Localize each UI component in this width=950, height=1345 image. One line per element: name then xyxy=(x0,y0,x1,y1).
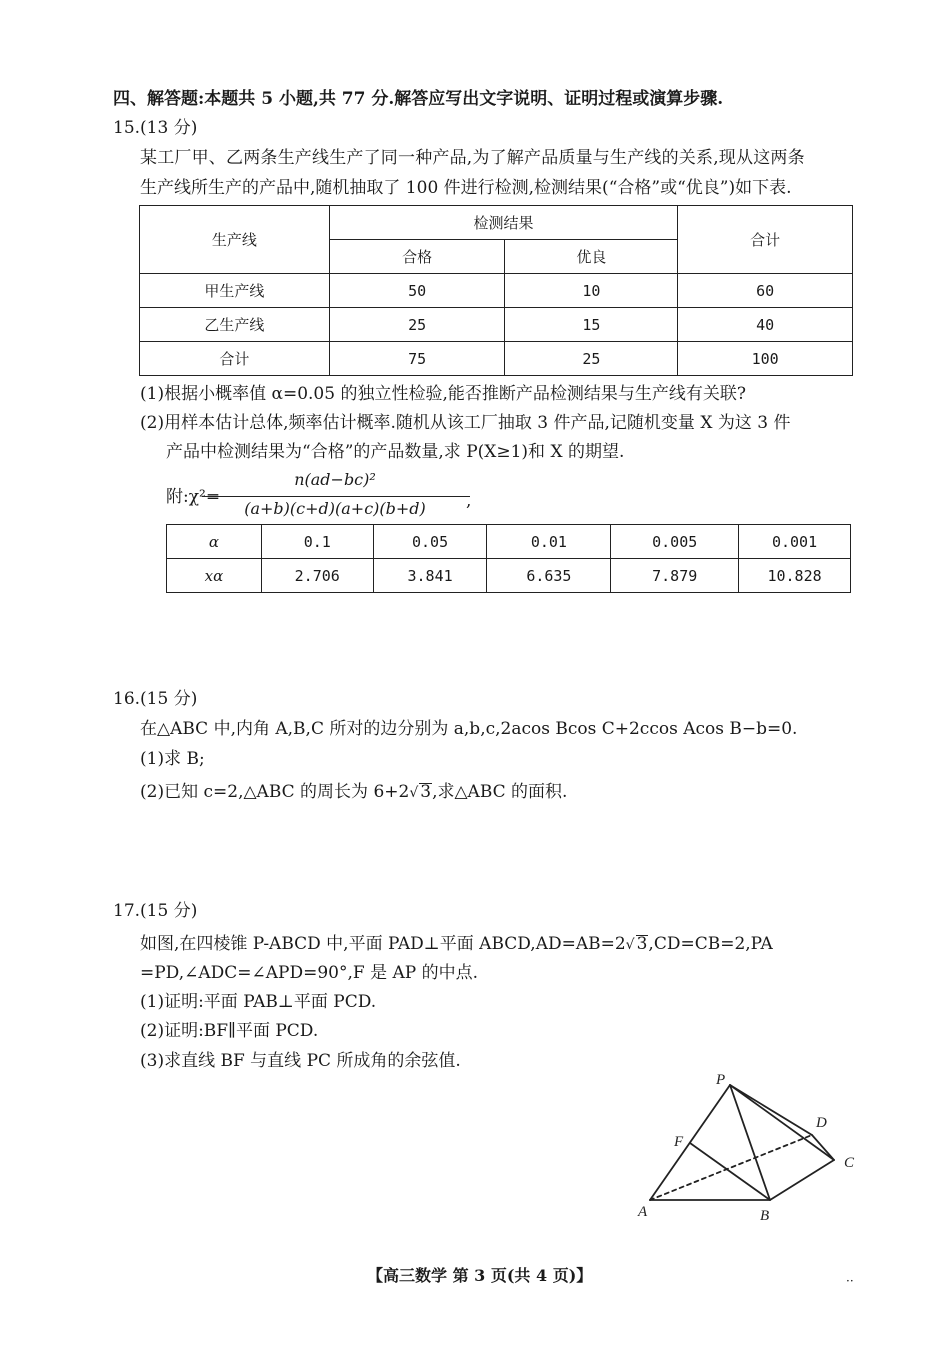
row-name: 合计 xyxy=(140,342,330,376)
x-alpha-label: xα xyxy=(167,559,262,593)
q17-stem-post: ,CD=CB=2,PA xyxy=(648,934,773,954)
vertex-label-c: C xyxy=(844,1155,855,1171)
cell-good: 10 xyxy=(505,274,678,308)
critical-value: 7.879 xyxy=(611,559,739,593)
q15-part2-line2: 产品中检测结果为“合格”的产品数量,求 P(X≥1)和 X 的期望. xyxy=(166,442,625,462)
cell-pass: 50 xyxy=(329,274,505,308)
corner-mark: ·· xyxy=(846,1274,854,1288)
header-production-line: 生产线 xyxy=(140,206,330,274)
q17-part3: (3)求直线 BF 与直线 PC 所成角的余弦值. xyxy=(140,1051,461,1071)
cell-pass: 25 xyxy=(329,308,505,342)
q16-part2-radicand: 3 xyxy=(420,782,432,802)
alpha-value: 0.005 xyxy=(611,525,739,559)
critical-value-table xyxy=(166,524,851,593)
appendix-label: 附:χ²= xyxy=(166,487,221,507)
header-good: 优良 xyxy=(505,240,678,274)
critical-value: 3.841 xyxy=(373,559,487,593)
cell-total: 60 xyxy=(678,274,853,308)
vertex-label-a: A xyxy=(638,1204,648,1220)
vertex-label-f: F xyxy=(674,1134,684,1150)
page-footer: 【高三数学 第 3 页(共 4 页)】 xyxy=(367,1266,593,1285)
critical-value: 2.706 xyxy=(261,559,373,593)
q15-part2-line1: (2)用样本估计总体,频率估计概率.随机从该工厂抽取 3 件产品,记随机变量 X 为这 3 件 xyxy=(140,413,791,433)
q16-part2: (2)已知 c=2,△ABC 的周长为 6+2√ 3,求△ABC 的面积. xyxy=(140,782,568,802)
cell-good: 25 xyxy=(505,342,678,376)
vertex-label-d: D xyxy=(816,1115,827,1131)
table-row xyxy=(140,342,853,376)
table-row xyxy=(140,308,853,342)
formula-denominator: (a+b)(c+d)(a+c)(b+d) xyxy=(244,499,426,518)
q16-stem: 在△ABC 中,内角 A,B,C 所对的边分别为 a,b,c,2acos Bcos C+2ccos Acos B−b=0. xyxy=(140,719,798,739)
cell-pass: 75 xyxy=(329,342,505,376)
q15-data-table xyxy=(139,205,853,376)
header-pass: 合格 xyxy=(329,240,505,274)
row-name: 甲生产线 xyxy=(140,274,330,308)
q16-number: 16.(15 分) xyxy=(113,689,198,709)
critical-value: 10.828 xyxy=(739,559,851,593)
cell-total: 40 xyxy=(678,308,853,342)
q17-part2: (2)证明:BF∥平面 PCD. xyxy=(140,1021,319,1041)
q15-part1: (1)根据小概率值 α=0.05 的独立性检验,能否推断产品检测结果与生产线有关联? xyxy=(140,384,746,404)
chi-square-formula xyxy=(200,470,472,522)
q16-part2-post: ,求△ABC 的面积. xyxy=(432,782,568,802)
cell-good: 15 xyxy=(505,308,678,342)
table-row xyxy=(140,274,853,308)
header-inspection-result: 检测结果 xyxy=(329,206,678,240)
alpha-value: 0.001 xyxy=(739,525,851,559)
q17-stem-pre: 如图,在四棱锥 P-ABCD 中,平面 PAD⊥平面 ABCD,AD=AB=2 xyxy=(140,934,626,954)
pyramid-figure xyxy=(630,1070,870,1230)
q16-part1: (1)求 B; xyxy=(140,749,205,769)
q17-stem-radicand: 3 xyxy=(636,934,648,954)
q17-stem-line1: 如图,在四棱锥 P-ABCD 中,平面 PAD⊥平面 ABCD,AD=AB=2√ 3,CD=CB=2,PA xyxy=(140,934,773,954)
q17-part1: (1)证明:平面 PAB⊥平面 PCD. xyxy=(140,992,377,1012)
q15-stem-line2: 生产线所生产的产品中,随机抽取了 100 件进行检测,检测结果(“合格”或“优良”)如下表. xyxy=(140,178,792,198)
cell-total: 100 xyxy=(678,342,853,376)
q15-number: 15.(13 分) xyxy=(113,118,198,138)
header-total: 合计 xyxy=(678,206,853,274)
q17-number: 17.(15 分) xyxy=(113,901,198,921)
alpha-value: 0.05 xyxy=(373,525,487,559)
alpha-value: 0.01 xyxy=(487,525,611,559)
vertex-label-b: B xyxy=(760,1208,770,1224)
q16-part2-pre: (2)已知 c=2,△ABC 的周长为 6+2 xyxy=(140,782,410,802)
row-name: 乙生产线 xyxy=(140,308,330,342)
alpha-label: α xyxy=(167,525,262,559)
alpha-value: 0.1 xyxy=(261,525,373,559)
formula-tail: , xyxy=(466,491,472,511)
section-title: 四、解答题:本题共 5 小题,共 77 分.解答应写出文字说明、证明过程或演算步骤. xyxy=(113,89,724,109)
q17-stem-line2: =PD,∠ADC=∠APD=90°,F 是 AP 的中点. xyxy=(140,963,479,983)
q15-stem-line1: 某工厂甲、乙两条生产线生产了同一种产品,为了解产品质量与生产线的关系,现从这两条 xyxy=(140,148,805,168)
formula-numerator: n(ad−bc)² xyxy=(294,470,376,489)
vertex-label-p: P xyxy=(716,1072,726,1088)
critical-value: 6.635 xyxy=(487,559,611,593)
